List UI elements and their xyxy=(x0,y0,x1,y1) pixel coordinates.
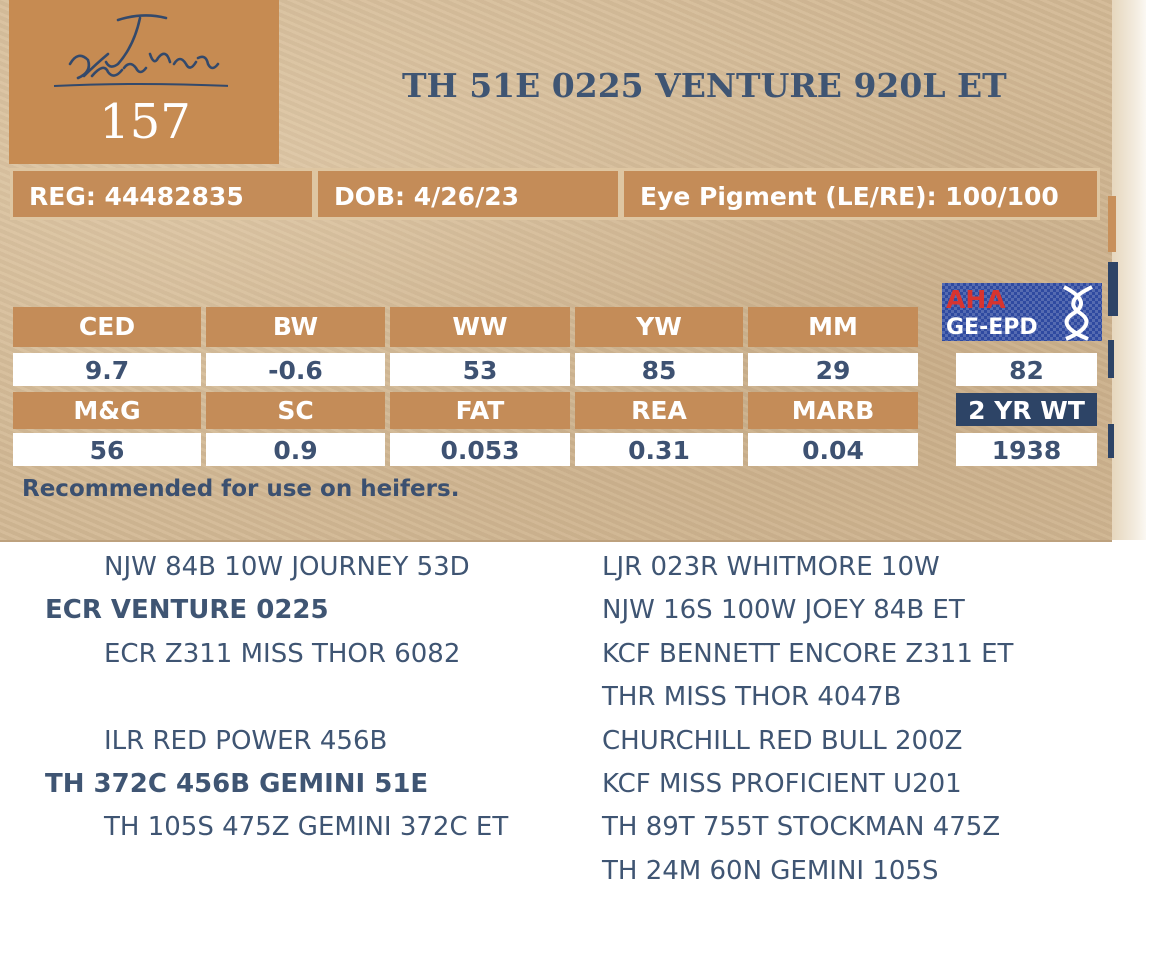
epd-value-yw: 85 xyxy=(575,353,743,386)
registration-number: REG: 44482835 xyxy=(10,168,315,220)
pedigree-dam-dam: TH 105S 475Z GEMINI 372C ET xyxy=(104,812,509,842)
epd-value-marb: 0.04 xyxy=(748,433,918,466)
pedigree-ggd-2: THR MISS THOR 4047B xyxy=(602,682,902,712)
pedigree-ggs-1: LJR 023R WHITMORE 10W xyxy=(602,552,940,582)
pedigree-ggs-2: KCF BENNETT ENCORE Z311 ET xyxy=(602,639,1014,669)
edge-mark-navy-3 xyxy=(1108,424,1114,458)
eye-pigment: Eye Pigment (LE/RE): 100/100 xyxy=(621,168,1100,220)
animal-name-title: TH 51E 0225 VENTURE 920L ET xyxy=(402,66,1007,105)
pedigree-dam-sire: ILR RED POWER 456B xyxy=(104,726,388,756)
aha-ge-epd-logo xyxy=(942,283,1102,341)
pedigree-sire-dam: ECR Z311 MISS THOR 6082 xyxy=(104,639,461,669)
epd-label-fat: FAT xyxy=(390,392,570,429)
epd-value-ced: 9.7 xyxy=(13,353,201,386)
svg-text:GE-EPD: GE-EPD xyxy=(946,315,1038,340)
epd-value-mm: 29 xyxy=(748,353,918,386)
epd-value-sc: 0.9 xyxy=(206,433,385,466)
ranch-logo-signature xyxy=(48,6,228,96)
pedigree-ggd-1: NJW 16S 100W JOEY 84B ET xyxy=(602,595,965,625)
epd-label-bw: BW xyxy=(206,307,385,347)
epd-label-sc: SC xyxy=(206,392,385,429)
epd-value-bw: -0.6 xyxy=(206,353,385,386)
epd-label-rea: REA xyxy=(575,392,743,429)
two-year-weight-value: 1938 xyxy=(956,433,1097,466)
edge-mark-navy-2 xyxy=(1108,340,1114,378)
pedigree-ggd-3: KCF MISS PROFICIENT U201 xyxy=(602,769,962,799)
lot-number: 157 xyxy=(99,94,191,150)
epd-label-ww: WW xyxy=(390,307,570,347)
epd-label-yw: YW xyxy=(575,307,743,347)
two-year-weight-label: 2 YR WT xyxy=(956,393,1097,426)
pedigree-ggd-4: TH 24M 60N GEMINI 105S xyxy=(602,856,939,886)
epd-label-mg: M&G xyxy=(13,392,201,429)
pedigree-ggs-3: CHURCHILL RED BULL 200Z xyxy=(602,726,963,756)
edge-mark-navy xyxy=(1108,262,1118,316)
pedigree-sire: ECR VENTURE 0225 xyxy=(45,595,329,625)
pedigree-sire-sire: NJW 84B 10W JOURNEY 53D xyxy=(104,552,470,582)
remark-text: Recommended for use on heifers. xyxy=(22,476,460,502)
epd-value-mg: 56 xyxy=(13,433,201,466)
epd-label-marb: MARB xyxy=(748,392,918,429)
epd-label-mm: MM xyxy=(748,307,918,347)
pedigree-ggs-4: TH 89T 755T STOCKMAN 475Z xyxy=(602,812,1001,842)
epd-label-ced: CED xyxy=(13,307,201,347)
date-of-birth: DOB: 4/26/23 xyxy=(315,168,621,220)
pedigree-dam: TH 372C 456B GEMINI 51E xyxy=(45,769,429,799)
svg-text:AHA: AHA xyxy=(946,285,1006,314)
epd-value-ww: 53 xyxy=(390,353,570,386)
epd-value-fat: 0.053 xyxy=(390,433,570,466)
ge-epd-value: 82 xyxy=(956,353,1097,386)
epd-value-rea: 0.31 xyxy=(575,433,743,466)
edge-mark-tan xyxy=(1108,196,1116,252)
